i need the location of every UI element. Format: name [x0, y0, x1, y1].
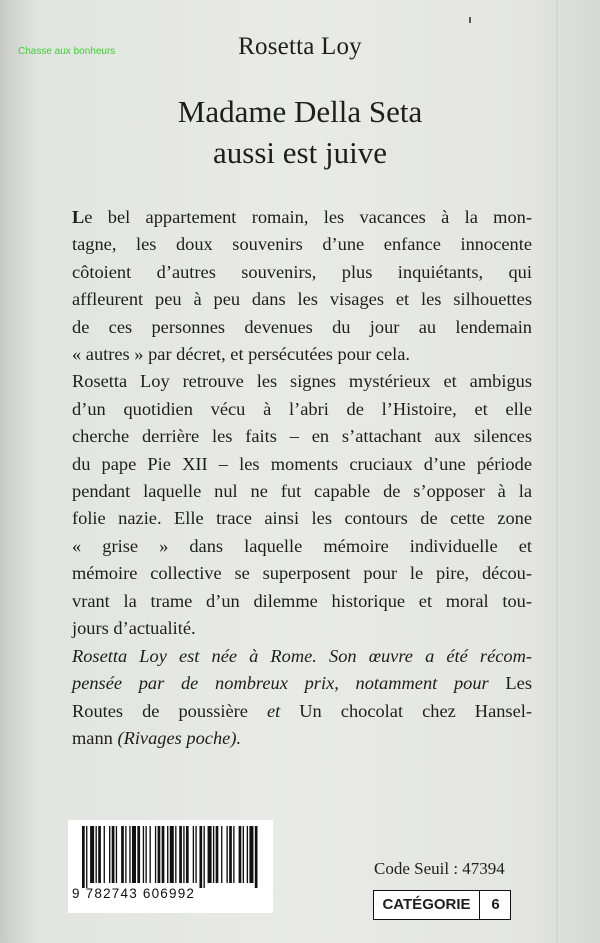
barcode-bar — [255, 826, 258, 888]
synopsis-line: pendant laquelle nul ne fut capable de s’opposer à la — [72, 481, 532, 502]
bio-line — [72, 725, 532, 752]
barcode-bar — [86, 826, 87, 888]
book-title-ref: mann — [72, 728, 113, 749]
bio-text: pensée par de nombreux prix, notamment pour — [72, 673, 489, 694]
synopsis-line: « grise » dans laquelle mémoire individuelle et — [72, 535, 532, 556]
bio-text: (Rivages poche). — [117, 728, 242, 749]
synopsis-line: du pape Pie XII – les moments cruciaux d’une période — [72, 453, 532, 474]
category-box — [373, 890, 511, 920]
synopsis-line: cherche derrière les faits – en s’attachant aux silences — [72, 426, 532, 447]
book-title-ref: Les — [505, 673, 532, 694]
dust-speck — [469, 17, 471, 23]
barcode-bar — [247, 826, 248, 883]
synopsis-line — [72, 204, 532, 231]
bio-line — [72, 698, 532, 725]
bio-line — [72, 670, 532, 697]
barcode-bar — [158, 826, 161, 883]
barcode-bar — [150, 826, 151, 883]
barcode-bar — [132, 826, 136, 883]
code-seuil: Code Seuil : 47394 — [374, 859, 505, 878]
synopsis-line: « autres » par décret, et persécutées pour cela. — [72, 344, 411, 365]
synopsis-line-text: e bel appartement romain, les vacances à la mon- — [84, 207, 532, 227]
synopsis-line: côtoient d’autres souvenirs, plus inquiétants, qui — [72, 261, 532, 282]
barcode-bar — [226, 826, 227, 883]
barcode-bar — [82, 826, 85, 888]
book-title-ref: Un chocolat chez Hansel- — [299, 700, 532, 721]
barcode-bar — [121, 826, 124, 883]
barcode-bar — [195, 826, 196, 883]
synopsis-line: de ces personnes devenues du jour au lendemain — [72, 316, 532, 337]
book-title-line-2: aussi est juive — [213, 135, 387, 170]
barcode-bar — [175, 826, 176, 883]
author-bio — [72, 643, 532, 753]
synopsis-line: affleurent peu à peu dans les visages et les silhouettes — [72, 289, 532, 310]
barcode-bar — [179, 826, 182, 883]
bio-text: et — [266, 700, 281, 721]
barcode-bar — [186, 826, 189, 883]
barcode-bar — [96, 826, 97, 883]
barcode-bar — [162, 826, 165, 883]
barcode-bar — [143, 826, 144, 883]
barcode-bar — [109, 826, 110, 883]
barcode-bar — [167, 826, 168, 883]
synopsis-line: folie nazie. Elle trace ainsi les contours de cette zone — [72, 508, 532, 529]
synopsis-line: mémoire collective se superposent pour le pire, décou- — [72, 563, 532, 584]
barcode-bar — [137, 826, 140, 883]
synopsis-line: vrant la trame d’un dilemme historique et moral tou- — [72, 590, 532, 611]
barcode-bar — [233, 826, 234, 883]
category-label: CATÉGORIE — [374, 891, 480, 919]
synopsis-dropcap: L — [72, 207, 85, 227]
barcode-bar — [204, 826, 205, 888]
barcode-bar — [155, 826, 156, 883]
category-value: 6 — [491, 896, 500, 913]
book-title-ref: Routes de poussière — [72, 700, 248, 721]
barcode-bar — [239, 826, 242, 883]
barcode-bar — [116, 826, 117, 883]
isbn-barcode — [68, 820, 273, 913]
barcode-bar — [104, 826, 105, 883]
synopsis-line: Rosetta Loy retrouve les signes mystérieux et ambigus — [72, 371, 532, 392]
barcode-bar — [243, 826, 244, 883]
barcode-bar — [90, 826, 94, 883]
synopsis-line: d’un quotidien vécu à l’abri de l’Histoire, et elle — [72, 398, 532, 419]
barcode-bars — [82, 826, 262, 888]
barcode-bar — [199, 826, 202, 888]
barcode-bar — [125, 826, 126, 883]
synopsis-line: tagne, les doux souvenirs d’une enfance innocente — [72, 234, 532, 255]
barcode-bar — [229, 826, 232, 883]
barcode-bar — [170, 826, 174, 883]
bio-text: Rosetta Loy est née à Rome. Son œuvre a été récom- — [72, 646, 532, 666]
barcode-bar — [193, 826, 194, 883]
synopsis-paragraph — [72, 204, 532, 643]
barcode-bar — [221, 826, 222, 883]
book-title-line-1: Madame Della Seta — [177, 94, 423, 129]
barcode-bar — [129, 826, 130, 883]
barcode-bar — [249, 826, 253, 883]
barcode-bar — [208, 826, 212, 883]
author-name: Rosetta Loy — [238, 33, 362, 60]
barcode-bar — [145, 826, 146, 883]
barcode-bar — [98, 826, 101, 883]
barcode-bar — [216, 826, 219, 883]
barcode-bar — [112, 826, 115, 883]
barcode-bar — [213, 826, 214, 883]
bio-line — [72, 643, 532, 670]
watermark-text: Chasse aux bonheurs — [18, 46, 116, 57]
barcode-digits: 9 782743 606992 — [72, 886, 196, 901]
barcode-bar — [183, 826, 184, 883]
synopsis-line: jours d’actualité. — [72, 618, 196, 639]
